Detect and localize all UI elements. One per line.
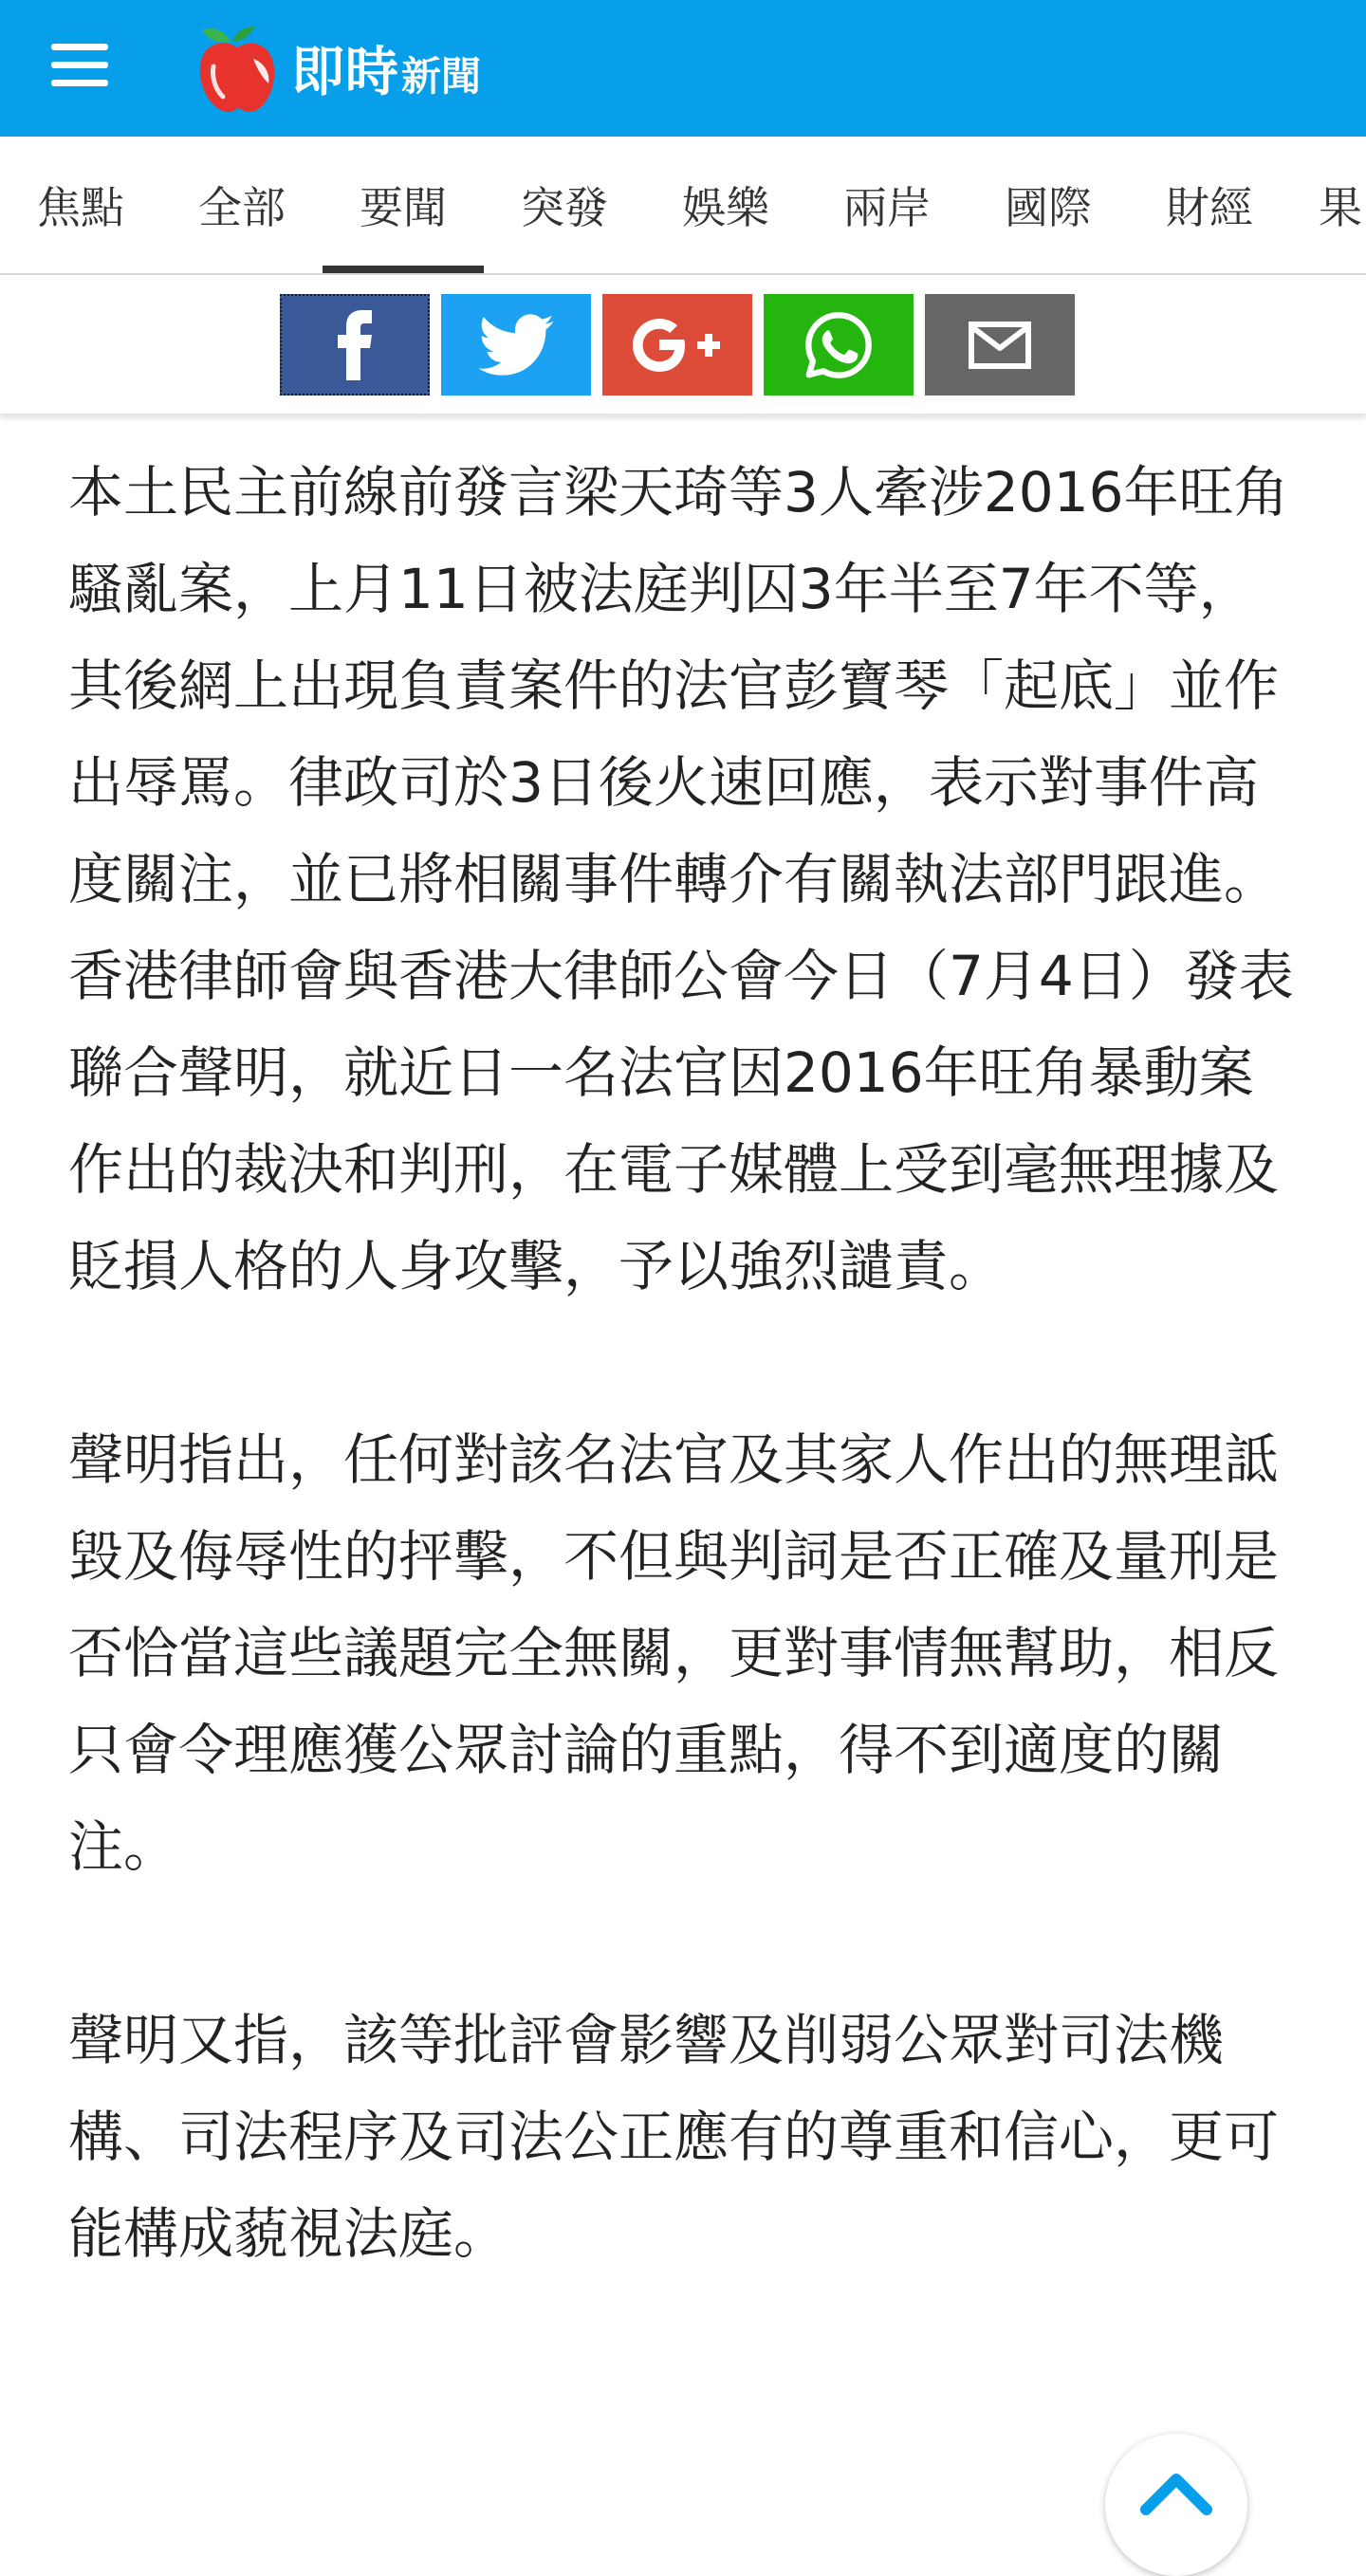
share-email-button[interactable]	[925, 294, 1075, 396]
logo-subtitle: 新聞	[401, 53, 482, 100]
twitter-icon	[478, 314, 554, 377]
hamburger-icon-bar	[51, 80, 108, 86]
scroll-to-top-button[interactable]	[1105, 2434, 1247, 2576]
tab-label: 突發	[521, 182, 608, 233]
logo-title: 即時	[291, 42, 399, 103]
tab-headlines[interactable]	[323, 137, 484, 273]
app-logo[interactable]	[194, 21, 536, 116]
hamburger-icon-bar	[51, 62, 108, 68]
tab-all[interactable]	[161, 137, 323, 273]
whatsapp-icon	[802, 308, 876, 382]
tab-cross-strait[interactable]	[806, 137, 968, 273]
article-body	[68, 444, 1301, 2282]
logo-text	[291, 30, 481, 106]
tab-label: 財經	[1166, 182, 1253, 233]
chevron-up-icon	[1138, 2462, 1214, 2519]
tab-international[interactable]	[968, 137, 1129, 273]
tab-more-partial[interactable]	[1290, 137, 1366, 273]
tab-label: 焦點	[37, 182, 124, 233]
article-paragraph: 聲明指出，任何對該名法官及其家人作出的無理詆毀及侮辱性的抨擊，不但與判詞是否正確及量刑是否恰當這些議題完全無關，更對事情無幫助，相反只會令理應獲公眾討論的重點，得不到適度的關注。	[68, 1427, 1280, 1879]
tab-label: 全部	[198, 182, 286, 233]
tab-label: 國際	[1005, 182, 1092, 233]
top-app-bar	[0, 0, 1366, 137]
facebook-icon	[326, 310, 383, 380]
tab-breaking[interactable]	[484, 137, 645, 273]
share-twitter-button[interactable]	[441, 294, 591, 396]
share-whatsapp-button[interactable]	[764, 294, 914, 396]
tab-label: 娛樂	[682, 182, 769, 233]
tab-entertainment[interactable]	[645, 137, 806, 273]
tab-finance[interactable]	[1129, 137, 1290, 273]
apple-logo-icon	[194, 21, 280, 116]
tab-label: 要聞	[360, 182, 447, 233]
tab-focus[interactable]	[0, 137, 161, 273]
article-paragraph: 聲明又指，該等批評會影響及削弱公眾對司法機構、司法程序及司法公正應有的尊重和信心，更可能構成藐視法庭。	[68, 2008, 1280, 2266]
tab-label: 果	[1319, 182, 1362, 233]
share-facebook-button[interactable]	[280, 294, 430, 396]
article-paragraph: 本土民主前線前發言梁天琦等3人牽涉2016年旺角騷亂案，上月11日被法庭判囚3年半至7年不等，其後網上出現負責案件的法官彭寶琴「起底」並作出辱罵。律政司於3日後火速回應，表示對事件高度關注，並已將相關事件轉介有關執法部門跟進。香港律師會與香港大律師公會今日（7月4日）發表聯合聲明，就近日一名法官因2016年旺角暴動案作出的裁決和判刑，在電子媒體上受到毫無理據及貶損人格的人身攻擊，予以強烈譴責。	[68, 460, 1294, 1298]
tab-label: 兩岸	[843, 182, 931, 233]
email-icon	[969, 322, 1031, 369]
hamburger-icon	[51, 44, 108, 50]
share-bar	[0, 277, 1366, 414]
google-plus-icon	[633, 317, 722, 374]
share-google-plus-button[interactable]	[602, 294, 752, 396]
hamburger-menu-button[interactable]	[47, 38, 114, 95]
category-tabs	[0, 137, 1366, 275]
